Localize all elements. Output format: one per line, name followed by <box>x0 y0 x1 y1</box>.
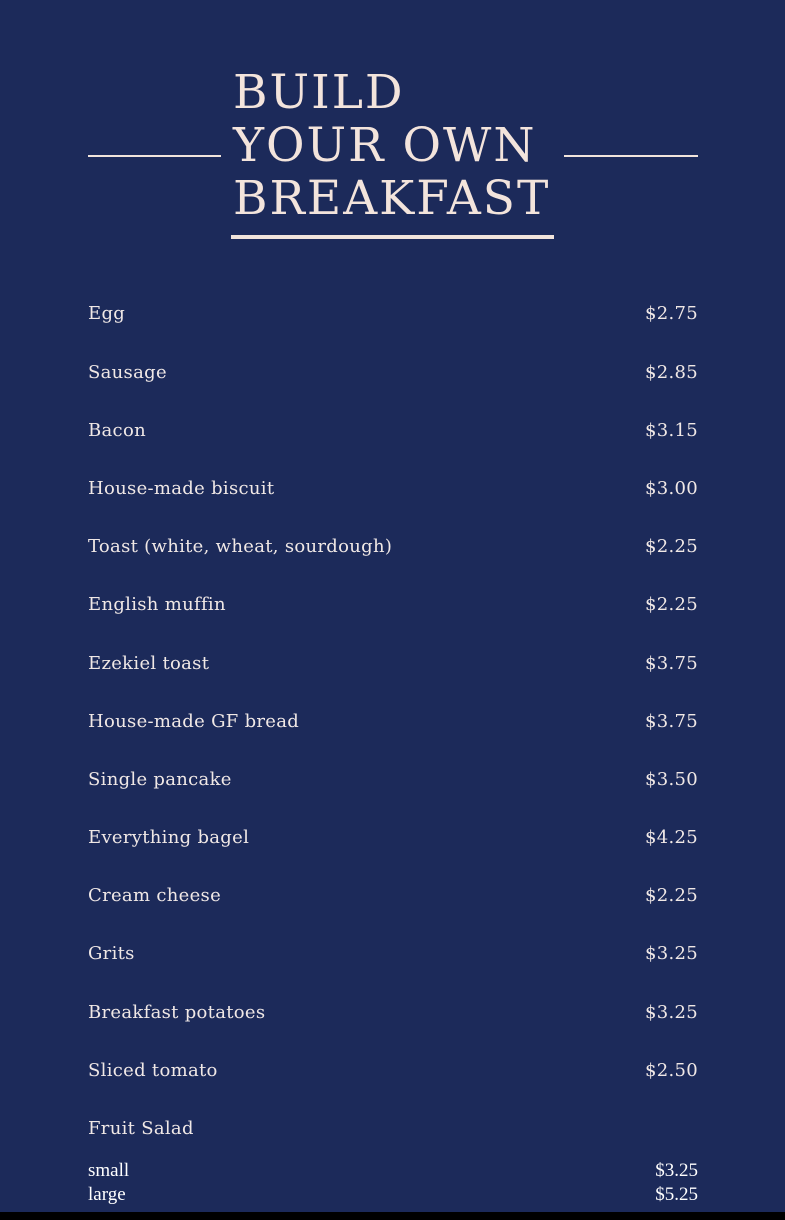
item-name: Grits <box>88 943 135 964</box>
menu-item <box>88 478 698 504</box>
item-price: $2.25 <box>644 536 698 557</box>
menu-item <box>88 303 698 329</box>
item-price: $2.25 <box>644 885 698 906</box>
fruit-salad-size-large <box>88 1184 698 1206</box>
item-price: $3.25 <box>644 943 698 964</box>
title-line-3: BREAKFAST <box>233 171 551 226</box>
item-price: $3.25 <box>644 1002 698 1023</box>
item-name: Fruit Salad <box>88 1118 194 1139</box>
fruit-salad-size-small <box>88 1160 698 1182</box>
menu-item <box>88 769 698 795</box>
item-price: $4.25 <box>644 827 698 848</box>
title-line-1: BUILD <box>233 65 405 120</box>
header-rule-left <box>88 155 221 157</box>
menu-title <box>233 66 550 225</box>
size-price: $3.25 <box>655 1160 698 1181</box>
item-price: $2.25 <box>644 594 698 615</box>
item-name: Everything bagel <box>88 827 250 848</box>
menu-item <box>88 1002 698 1028</box>
menu-item <box>88 711 698 737</box>
item-name: Sausage <box>88 362 167 383</box>
item-name: Cream cheese <box>88 885 222 906</box>
menu-item <box>88 943 698 969</box>
item-price: $2.75 <box>644 303 698 324</box>
item-name: Ezekiel toast <box>88 653 210 674</box>
item-price: $2.50 <box>644 1060 698 1081</box>
header-rule-right <box>564 155 698 157</box>
menu-item <box>88 885 698 911</box>
menu-item <box>88 827 698 853</box>
menu-item <box>88 536 698 562</box>
item-name: Egg <box>88 303 126 324</box>
menu-item <box>88 420 698 446</box>
item-price: $3.50 <box>644 769 698 790</box>
menu-item <box>88 653 698 679</box>
item-name: House-made biscuit <box>88 478 275 499</box>
size-price: $5.25 <box>655 1184 698 1205</box>
item-name: House-made GF bread <box>88 711 300 732</box>
menu-item <box>88 362 698 388</box>
size-label: small <box>88 1160 130 1181</box>
size-label: large <box>88 1184 126 1205</box>
title-underline <box>231 235 554 239</box>
item-name: Bacon <box>88 420 146 441</box>
menu-item <box>88 594 698 620</box>
fruit-salad-item <box>88 1118 698 1144</box>
item-price: $3.75 <box>644 711 698 732</box>
item-price: $2.85 <box>644 362 698 383</box>
item-price: $3.00 <box>644 478 698 499</box>
menu-item <box>88 1060 698 1086</box>
item-name: Toast (white, wheat, sourdough) <box>88 536 393 557</box>
item-name: Breakfast potatoes <box>88 1002 266 1023</box>
item-price: $3.15 <box>644 420 698 441</box>
item-name: English muffin <box>88 594 226 615</box>
item-name: Single pancake <box>88 769 232 790</box>
item-price: $3.75 <box>644 653 698 674</box>
title-line-2: YOUR OWN <box>233 118 537 173</box>
item-name: Sliced tomato <box>88 1060 218 1081</box>
